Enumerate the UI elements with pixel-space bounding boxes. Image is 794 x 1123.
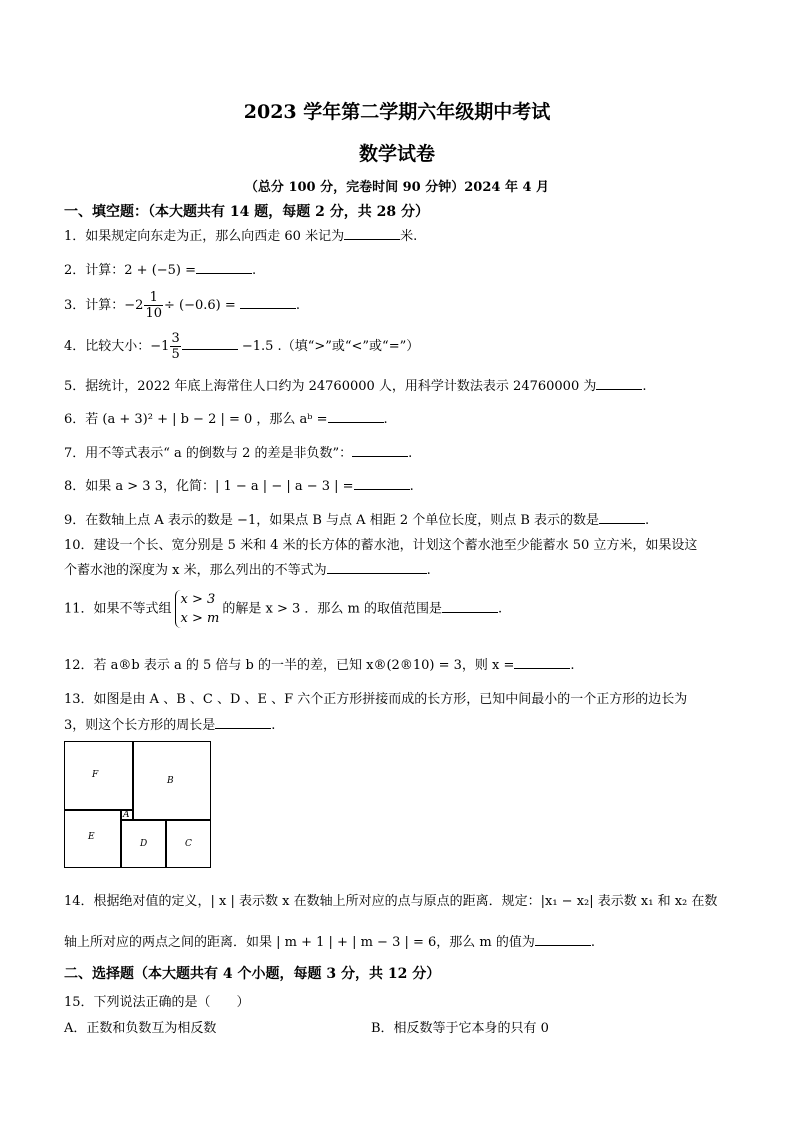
label-A: A: [123, 810, 130, 820]
question-13-line-2: 3，则这个长方形的周长是 .: [64, 718, 276, 733]
mixed-fraction: $\frac{1}{10}$: [145, 290, 162, 321]
exam-subtitle: 数学试卷: [358, 143, 435, 165]
question-6: 6．若 (a + 3)² + | b − 2 | = 0 ，那么 aᵇ = .: [64, 412, 388, 427]
label-C: C: [185, 839, 192, 849]
exam-title: 2023 学年第二学期六年级期中考试: [243, 101, 551, 123]
question-9: 9．在数轴上点 A 表示的数是 −1，如果点 B 与点 A 相距 2 个单位长度，则点 B 表示的数是 .: [64, 513, 650, 528]
question-15: 15．下列说法正确的是（ ）: [64, 995, 250, 1010]
question-2: 2．计算：2 + (−5) = .: [64, 263, 257, 278]
question-1: 1．如果规定向东走为正，那么向西走 60 米记为 米.: [64, 229, 418, 244]
question-14-line-2: 轴上所对应的两点之间的距离．如果 | m + 1 | + | m − 3 | = 6，那么 m 的值为 .: [64, 935, 596, 950]
question-10-line-1: 10．建设一个长、宽分别是 5 米和 4 米的长方体的蓄水池，计划这个蓄水池至少能蓄水 50 立方米，如果设这: [64, 538, 698, 553]
square-F: [64, 741, 133, 810]
square-tiling-diagram: [64, 741, 211, 868]
question-5: 5．据统计，2022 年底上海常住人口约为 24760000 人，用科学计数法表示 24760000 为 .: [64, 379, 647, 394]
question-3: 3．计算：−2 $\frac{1}{10}$ ÷ (−0.6) = .: [64, 290, 301, 321]
exam-meta: （总分 100 分，完卷时间 90 分钟）2024 年 4 月: [244, 180, 550, 195]
section-2-heading: 二、选择题（本大题共有 4 个小题，每题 3 分，共 12 分）: [64, 966, 441, 982]
option-B: B．相反数等于它本身的只有 0: [371, 1021, 549, 1036]
question-10-line-2: 个蓄水池的深度为 x 米，那么列出的不等式为 .: [64, 563, 431, 578]
question-11: 11．如果不等式组 x > 3 x > m 的解是 x > 3 ．那么 m 的取值范围是 .: [64, 592, 503, 626]
label-B: B: [167, 776, 174, 786]
question-14-line-1: 14．根据绝对值的定义，| x | 表示数 x 在数轴上所对应的点与原点的距离．规定：|x₁ − x₂| 表示数 x₁ 和 x₂ 在数: [64, 894, 718, 909]
question-13-line-1: 13．如图是由 A 、B 、C 、D 、E 、F 六个正方形拼接而成的长方形，已知中间最小的一个正方形的边长为: [64, 692, 688, 707]
option-A: A．正数和负数互为相反数: [64, 1021, 217, 1036]
label-F: F: [92, 770, 99, 780]
mixed-fraction: $\frac{3}{5}$: [171, 331, 180, 362]
section-1-heading: 一、填空题：（本大题共有 14 题，每题 2 分，共 28 分）: [64, 204, 429, 220]
label-E: E: [88, 832, 95, 842]
question-4: 4．比较大小：−1 $\frac{3}{5}$ −1.5 .（填“>”或“<”或“=”）: [64, 331, 420, 362]
inequality-system: x > 3 x > m: [175, 590, 220, 628]
label-D: D: [140, 839, 148, 849]
question-12: 12．若 a®b 表示 a 的 5 倍与 b 的一半的差，已知 x®(2®10) = 3，则 x = .: [64, 658, 575, 673]
question-8: 8．如果 a > 3 3，化简：| 1 − a | − | a − 3 | = .: [64, 479, 414, 494]
question-7: 7．用不等式表示“ a 的倒数与 2 的差是非负数”： .: [64, 446, 413, 461]
